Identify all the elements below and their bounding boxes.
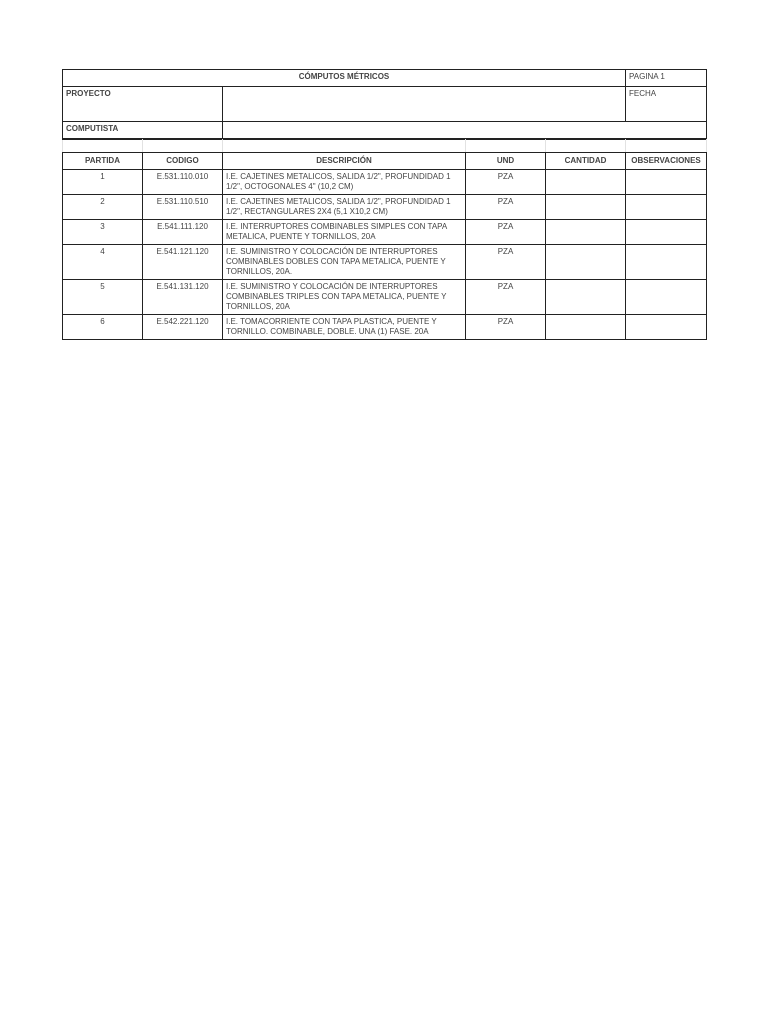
page-label: PAGINA 1 (626, 70, 707, 87)
cell-descripcion: I.E. TOMACORRIENTE CON TAPA PLASTICA, PUENTE Y TORNILLO. COMBINABLE, DOBLE. UNA (1) FASE. 20A (223, 315, 466, 340)
cell-partida: 6 (63, 315, 143, 340)
cell-descripcion: I.E. INTERRUPTORES COMBINABLES SIMPLES CON TAPA METALICA, PUENTE Y TORNILLOS, 20A (223, 220, 466, 245)
cell-observaciones (626, 315, 707, 340)
computista-label: COMPUTISTA (63, 122, 223, 139)
cell-descripcion: I.E. CAJETINES METALICOS, SALIDA 1/2", PROFUNDIDAD 1 1/2", OCTOGONALES 4" (10,2 CM) (223, 170, 466, 195)
document-title: CÓMPUTOS MÉTRICOS (63, 70, 626, 87)
items-table (62, 139, 707, 340)
cell-und: PZA (466, 280, 546, 315)
column-header-codigo: CODIGO (143, 153, 223, 170)
table-row (63, 170, 707, 195)
column-header-und: UND (466, 153, 546, 170)
fecha-label: FECHA (626, 87, 707, 122)
cell-partida: 5 (63, 280, 143, 315)
computista-value (223, 122, 707, 139)
cell-partida: 2 (63, 195, 143, 220)
cell-observaciones (626, 245, 707, 280)
cell-und: PZA (466, 170, 546, 195)
table-header-row (63, 153, 707, 170)
column-header-descripcion: DESCRIPCIÓN (223, 153, 466, 170)
cell-und: PZA (466, 220, 546, 245)
cell-partida: 4 (63, 245, 143, 280)
cell-cantidad (546, 280, 626, 315)
items-body (63, 170, 707, 340)
cell-observaciones (626, 170, 707, 195)
header-table (62, 69, 707, 139)
cell-observaciones (626, 280, 707, 315)
cell-partida: 3 (63, 220, 143, 245)
column-header-observaciones: OBSERVACIONES (626, 153, 707, 170)
cell-partida: 1 (63, 170, 143, 195)
column-header-partida: PARTIDA (63, 153, 143, 170)
cell-descripcion: I.E. SUMINISTRO Y COLOCACIÓN DE INTERRUPTORES COMBINABLES TRIPLES CON TAPA METALICA, PUENTE Y TORNILLOS, 20A (223, 280, 466, 315)
cell-cantidad (546, 315, 626, 340)
table-row (63, 315, 707, 340)
cell-cantidad (546, 170, 626, 195)
proyecto-value (223, 87, 626, 122)
table-row (63, 280, 707, 315)
cell-codigo: E.541.111.120 (143, 220, 223, 245)
cell-descripcion: I.E. SUMINISTRO Y COLOCACIÓN DE INTERRUPTORES COMBINABLES DOBLES CON TAPA METALICA, PUENTE Y TORNILLOS, 20A. (223, 245, 466, 280)
cell-codigo: E.541.131.120 (143, 280, 223, 315)
proyecto-label: PROYECTO (63, 87, 223, 122)
table-row (63, 245, 707, 280)
column-header-cantidad: CANTIDAD (546, 153, 626, 170)
cell-codigo: E.531.110.010 (143, 170, 223, 195)
cell-codigo: E.542.221.120 (143, 315, 223, 340)
computos-sheet (62, 69, 706, 340)
cell-observaciones (626, 220, 707, 245)
cell-cantidad (546, 195, 626, 220)
cell-descripcion: I.E. CAJETINES METALICOS, SALIDA 1/2", PROFUNDIDAD 1 1/2", RECTANGULARES 2X4 (5,1 X10,2 CM) (223, 195, 466, 220)
cell-codigo: E.541.121.120 (143, 245, 223, 280)
table-row (63, 220, 707, 245)
cell-und: PZA (466, 245, 546, 280)
cell-und: PZA (466, 315, 546, 340)
spacer-row (63, 140, 707, 153)
cell-und: PZA (466, 195, 546, 220)
table-row (63, 195, 707, 220)
cell-cantidad (546, 245, 626, 280)
cell-observaciones (626, 195, 707, 220)
cell-codigo: E.531.110.510 (143, 195, 223, 220)
cell-cantidad (546, 220, 626, 245)
